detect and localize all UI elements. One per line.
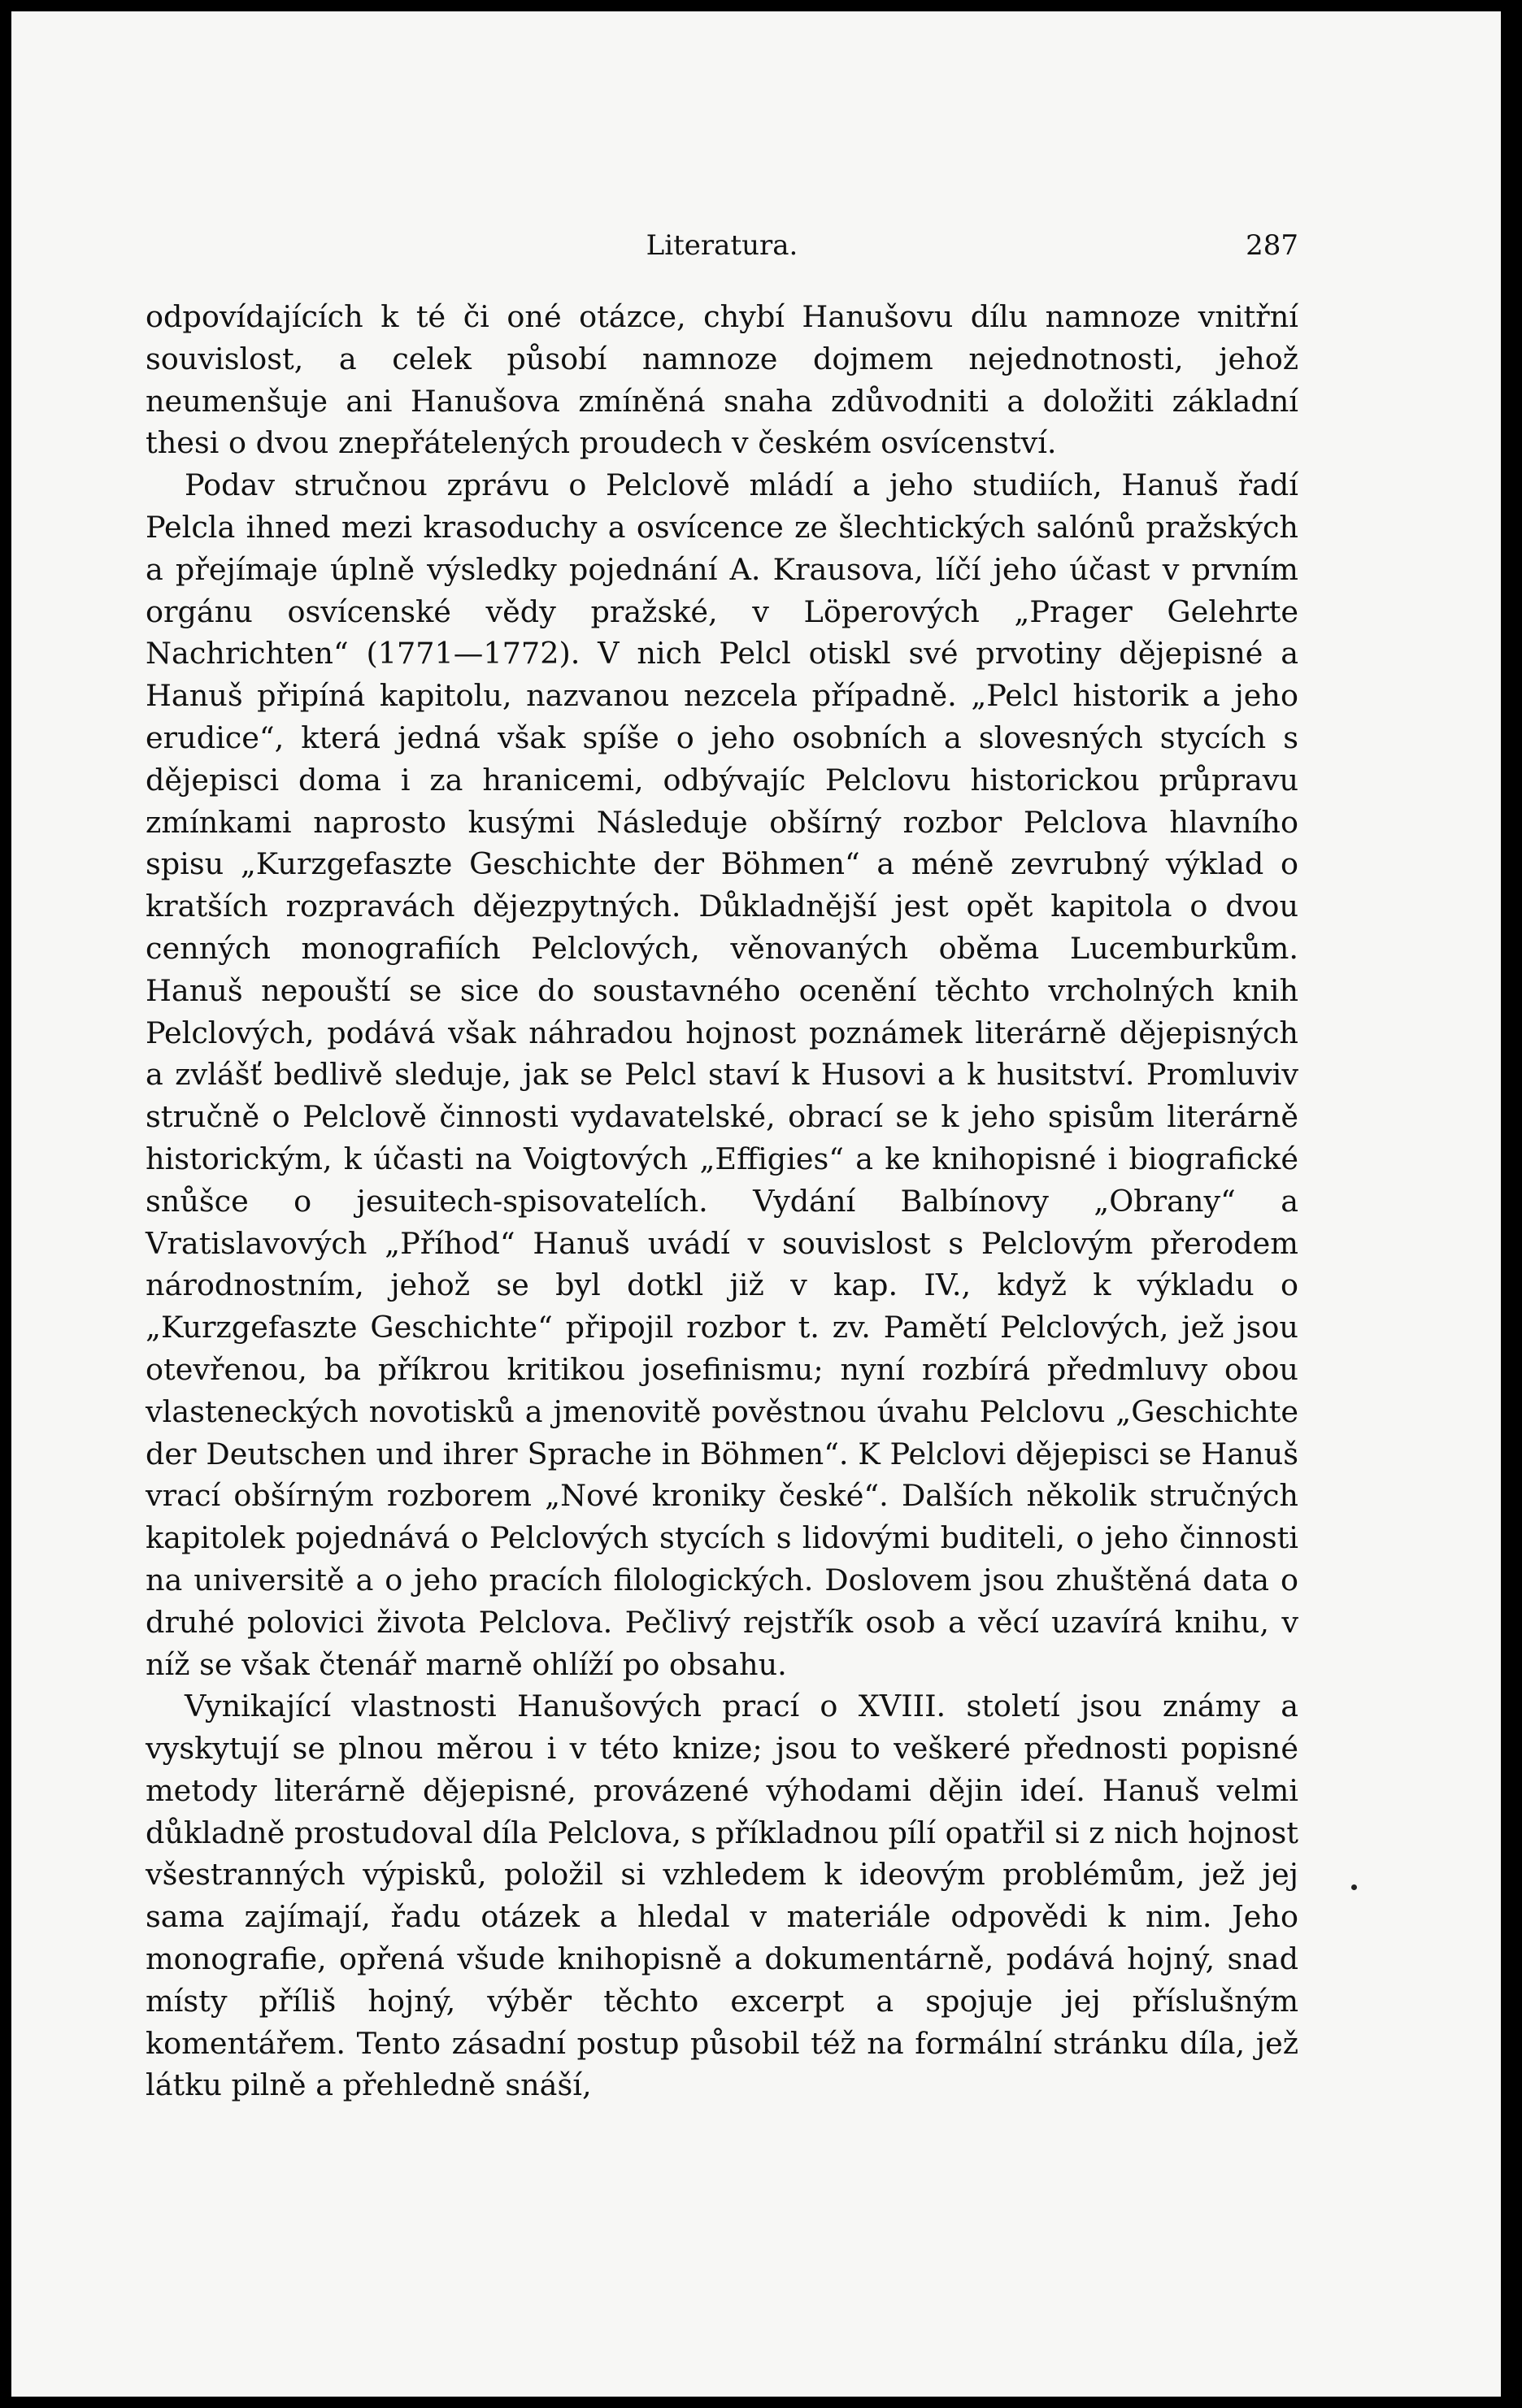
paragraph-2: Podav stručnou zprávu o Pelclově mládí a jeho studiích, Hanuš řadí Pelcla ihned mezi krasoduchy a osvícence ze šlechtických salónů pražských a přejímaje úplně výsledky pojednání A. Krausova, líčí jeho účast v prvním orgánu osvícenské vědy pražské, v Löperových „Prager Gelehrte Nachrichten“ (1771—1772). V nich Pelcl otiskl své prvotiny dějepisné a Hanuš připíná kapitolu, nazvanou nezcela případně. „Pelcl historik a jeho erudice“, která jedná však spíše o jeho osobních a slovesných stycích s dějepisci doma i za hranicemi, odbývajíc Pelclovu historickou průpravu zmínkami naprosto kusými Následuje obšírný rozbor Pelclova hlavního spisu „Kurzgefaszte Geschichte der Böhmen“ a méně zevrubný výklad o kratších rozpravách dějezpytných. Důkladnější jest opět kapitola o dvou cenných monografiích Pelclových, věnovaných oběma Lucemburkům. Hanuš nepouští se sice do soustavného ocenění těchto vrcholných knih Pelclových, podává však náhradou hojnost poznámek literárně dějepisných a zvlášť bedlivě sleduje, jak se Pelcl staví k Husovi a k husitství. Promluviv stručně o Pelclově činnosti vydavatelské, obrací se k jeho spisům literárně historickým, k účasti na Voigtových „Effigies“ a ke knihopisné i biografické snůšce o jesuitech-spisovatelích. Vydání Balbínovy „Obrany“ a Vratislavových „Příhod“ Hanuš uvádí v souvislost s Pelclovým přerodem národnostním, jehož se byl dotkl již v kap. IV., když k výkladu o „Kurzgefaszte Geschichte“ připojil rozbor t. zv. Pamětí Pelclových, jež jsou otevřenou, ba příkrou kritikou josefinismu; nyní rozbírá předmluvy obou vlasteneckých novotisků a jmenovitě pověstnou úvahu Pelclovu „Geschichte der Deutschen und ihrer Sprache in Böhmen“. K Pelclovi dějepisci se Hanuš vrací obšírným rozborem „Nové kroniky české“. Dalších několik stručných kapitolek pojednává o Pelclových stycích s lidovými buditeli, o jeho činnosti na universitě a o jeho pracích filologických. Doslovem jsou zhuštěná data o druhé polovici života Pelclova. Pečlivý rejstřík osob a věcí uzavírá knihu, v níž se však čtenář marně ohlíží po obsahu. <box>146 467 1298 1682</box>
page-header <box>146 229 1298 270</box>
running-head: Literatura. <box>646 229 798 262</box>
body-text <box>146 296 1298 2106</box>
margin-dot-mark <box>1351 1884 1357 1890</box>
paragraph-3: Vynikající vlastnosti Hanušových prací o XVIII. století jsou známy a vyskytují se plnou měrou i v této knize; jsou to veškeré přednosti popisné metody literárně dějepisné, provázené výhodami dějin ideí. Hanuš velmi důkladně prostudoval díla Pelclova, s příkladnou pílí opatřil si z nich hojnost všestranných výpisků, položil si vzhledem k ideovým problémům, jež jej sama zajímají, řadu otázek a hledal v materiále odpovědi k nim. Jeho monografie, opřená všude knihopisně a dokumentárně, podává hojný, snad místy příliš hojný, výběr těchto excerpt a spojuje jej příslušným komentářem. Tento zásadní postup působil též na formální stránku díla, jež látku pilně a přehledně snáší, <box>146 1689 1298 2103</box>
book-page <box>11 11 1501 2397</box>
paragraph-1: odpovídajících k té či oné otázce, chybí Hanušovu dílu namnoze vnitřní souvislost, a celek působí namnoze dojmem nejednotnosti, jehož neumenšuje ani Hanušova zmíněná snaha zdůvodniti a doložiti základní thesi o dvou znepřátelených proudech v českém osvícenství. <box>146 299 1298 461</box>
page-number: 287 <box>1246 229 1298 262</box>
